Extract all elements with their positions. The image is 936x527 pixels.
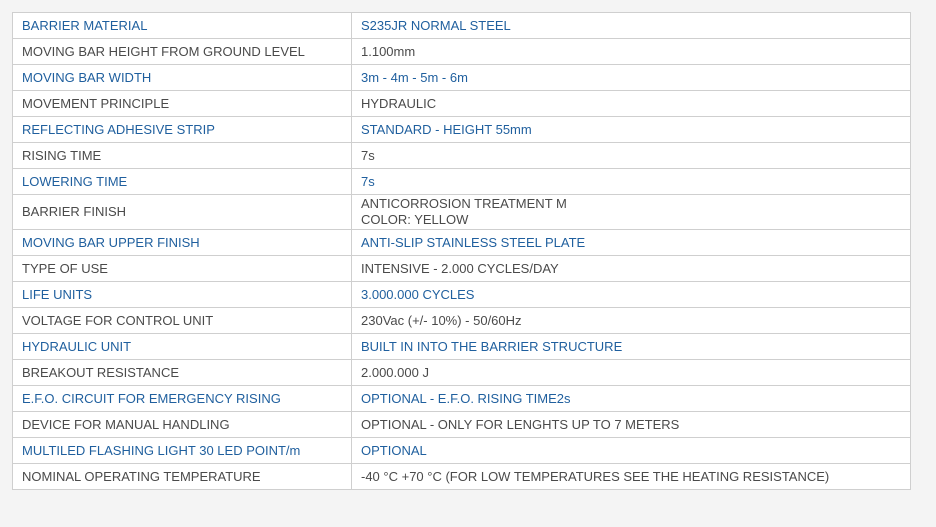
spec-value xyxy=(352,169,911,195)
spec-label: HYDRAULIC UNIT xyxy=(13,334,352,360)
spec-value-line: COLOR: YELLOW xyxy=(361,212,469,227)
spec-value xyxy=(352,412,911,438)
spec-value xyxy=(352,282,911,308)
spec-table xyxy=(12,12,911,490)
table-row xyxy=(13,412,911,438)
spec-value-line: INTENSIVE - 2.000 CYCLES/DAY xyxy=(361,260,559,276)
spec-value xyxy=(352,334,911,360)
table-row xyxy=(13,39,911,65)
spec-label: BARRIER MATERIAL xyxy=(13,13,352,39)
spec-value-line: 230Vac (+/- 10%) - 50/60Hz xyxy=(361,312,522,328)
spec-value-line: 3m - 4m - 5m - 6m xyxy=(361,69,468,85)
table-row xyxy=(13,91,911,117)
table-row xyxy=(13,143,911,169)
table-row xyxy=(13,360,911,386)
spec-value xyxy=(352,464,911,490)
spec-value xyxy=(352,39,911,65)
spec-table-body xyxy=(13,13,911,490)
spec-value-line: 2.000.000 J xyxy=(361,364,429,380)
spec-value-line: ANTICORROSION TREATMENT M xyxy=(361,196,567,211)
spec-label: MOVING BAR WIDTH xyxy=(13,65,352,91)
spec-value-line: HYDRAULIC xyxy=(361,95,437,111)
spec-value xyxy=(352,308,911,334)
spec-label: BARRIER FINISH xyxy=(13,195,352,230)
spec-value xyxy=(352,117,911,143)
table-row xyxy=(13,13,911,39)
spec-value-line: STANDARD - HEIGHT 55mm xyxy=(361,121,532,137)
table-row xyxy=(13,334,911,360)
spec-label: MOVING BAR HEIGHT FROM GROUND LEVEL xyxy=(13,39,352,65)
spec-value-line: OPTIONAL xyxy=(361,442,427,458)
spec-value-line: S235JR NORMAL STEEL xyxy=(361,17,511,33)
spec-value xyxy=(352,65,911,91)
spec-value xyxy=(352,230,911,256)
spec-label: MOVING BAR UPPER FINISH xyxy=(13,230,352,256)
spec-value xyxy=(352,360,911,386)
spec-value-line: OPTIONAL - E.F.O. RISING TIME2s xyxy=(361,390,571,406)
spec-label: REFLECTING ADHESIVE STRIP xyxy=(13,117,352,143)
spec-value-line: 1.100mm xyxy=(361,43,416,59)
spec-value xyxy=(352,91,911,117)
spec-value xyxy=(352,195,911,230)
table-row xyxy=(13,438,911,464)
spec-label: E.F.O. CIRCUIT FOR EMERGENCY RISING xyxy=(13,386,352,412)
spec-label: LOWERING TIME xyxy=(13,169,352,195)
table-row xyxy=(13,282,911,308)
spec-label: MOVEMENT PRINCIPLE xyxy=(13,91,352,117)
spec-value xyxy=(352,13,911,39)
spec-value xyxy=(352,438,911,464)
spec-value-line: ANTI-SLIP STAINLESS STEEL PLATE xyxy=(361,234,586,250)
spec-label: RISING TIME xyxy=(13,143,352,169)
table-row xyxy=(13,308,911,334)
spec-value xyxy=(352,143,911,169)
spec-value-line: 3.000.000 CYCLES xyxy=(361,286,475,302)
spec-label: TYPE OF USE xyxy=(13,256,352,282)
spec-value-line: BUILT IN INTO THE BARRIER STRUCTURE xyxy=(361,338,623,354)
spec-label: MULTILED FLASHING LIGHT 30 LED POINT/m xyxy=(13,438,352,464)
spec-label: NOMINAL OPERATING TEMPERATURE xyxy=(13,464,352,490)
spec-value-line: OPTIONAL - ONLY FOR LENGHTS UP TO 7 METERS xyxy=(361,416,680,432)
table-row xyxy=(13,230,911,256)
table-row xyxy=(13,386,911,412)
spec-label: VOLTAGE FOR CONTROL UNIT xyxy=(13,308,352,334)
table-row xyxy=(13,195,911,230)
table-row xyxy=(13,256,911,282)
spec-value-line: -40 °C +70 °C (FOR LOW TEMPERATURES SEE THE HEATING RESISTANCE) xyxy=(361,468,830,484)
spec-value-line: 7s xyxy=(361,147,375,163)
spec-label: DEVICE FOR MANUAL HANDLING xyxy=(13,412,352,438)
table-row xyxy=(13,169,911,195)
spec-label: BREAKOUT RESISTANCE xyxy=(13,360,352,386)
spec-value xyxy=(352,256,911,282)
table-row xyxy=(13,464,911,490)
spec-value-line: 7s xyxy=(361,173,375,189)
spec-value xyxy=(352,386,911,412)
table-row xyxy=(13,117,911,143)
table-row xyxy=(13,65,911,91)
spec-label: LIFE UNITS xyxy=(13,282,352,308)
